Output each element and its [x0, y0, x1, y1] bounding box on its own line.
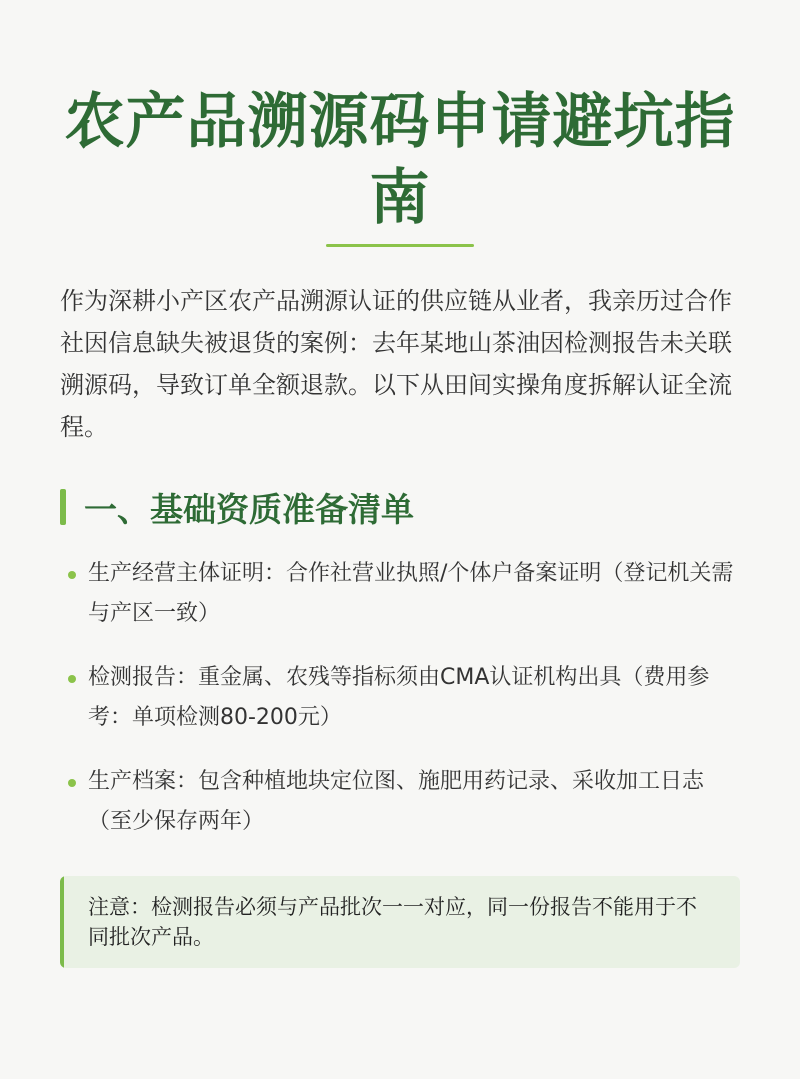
checklist-item [68, 554, 740, 634]
note-text: 注意：检测报告必须与产品批次一一对应，同一份报告不能用于不同批次产品。 [88, 895, 697, 949]
section-accent-bar [60, 489, 66, 525]
title-divider [326, 244, 474, 247]
page-title: 农产品溯源码申请避坑指南 [64, 87, 736, 233]
bullet-dot-icon [68, 675, 76, 683]
note-callout [60, 876, 740, 968]
section-heading [60, 488, 414, 529]
checklist [68, 554, 740, 866]
checklist-item [68, 762, 740, 842]
checklist-item-text: 检测报告：重金属、农残等指标须由CMA认证机构出具（费用参考：单项检测80-200元） [88, 665, 710, 730]
checklist-item [68, 658, 740, 738]
bullet-dot-icon [68, 779, 76, 787]
checklist-item-text: 生产档案：包含种植地块定位图、施肥用药记录、采收加工日志（至少保存两年） [88, 769, 705, 834]
bullet-dot-icon [68, 571, 76, 579]
intro-paragraph: 作为深耕小产区农产品溯源认证的供应链从业者，我亲历过合作社因信息缺失被退货的案例：去年某地山茶油因检测报告未关联溯源码，导致订单全额退款。以下从田间实操角度拆解认证全流程。 [60, 287, 732, 441]
checklist-item-text: 生产经营主体证明：合作社营业执照/个体户备案证明（登记机关需与产区一致） [88, 561, 734, 626]
note-accent-bar [60, 876, 64, 968]
section-title: 一、基础资质准备清单 [84, 489, 414, 529]
